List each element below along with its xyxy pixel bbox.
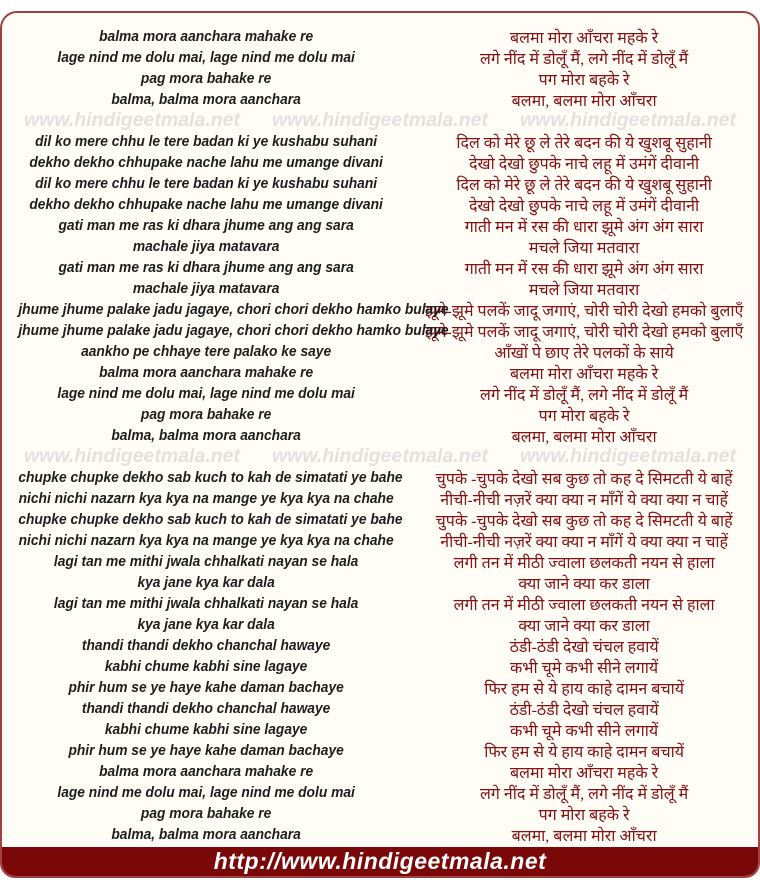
lyric-row xyxy=(2,509,758,530)
watermark-text: www.hindigeetmala.net xyxy=(519,445,736,467)
lyric-row xyxy=(2,761,758,782)
lyric-line-en: kabhi chume kabhi sine lagaye xyxy=(104,658,308,675)
lyric-line-en: nichi nichi nazarn kya kya na mange ye kya kya na chahe xyxy=(18,490,394,507)
lyric-line-hi: मचले जिया मतवारा xyxy=(528,281,640,299)
lyric-line-en: balma mora aanchara mahake re xyxy=(99,364,314,381)
lyric-line-en: pag mora bahake re xyxy=(140,70,272,87)
lyric-line-hi: लगी तन में मीठी ज्वाला छलकती नयन से हाला xyxy=(453,554,715,572)
lyric-line-hi: बलमा मोरा आँचरा महके रे xyxy=(510,365,659,383)
lyric-line-en: phir hum se ye haye kahe daman bachaye xyxy=(68,742,344,759)
watermark-text: www.hindigeetmala.net xyxy=(24,109,240,131)
lyric-line-en: lage nind me dolu mai, lage nind me dolu mai xyxy=(57,49,355,66)
lyric-row xyxy=(2,236,758,257)
lyric-line-hi: ठंडी-ठंडी देखो चंचल हवायें xyxy=(509,638,659,656)
lyric-row xyxy=(2,26,758,47)
lyric-line-hi: पग मोरा बहके रे xyxy=(538,806,630,824)
lyric-line-en: phir hum se ye haye kahe daman bachaye xyxy=(68,679,344,696)
lyric-line-hi: फिर हम से ये हाय काहे दामन बचायें xyxy=(484,743,685,761)
lyric-line-en: kya jane kya kar dala xyxy=(137,616,275,633)
lyric-line-hi: कभी चूमे कभी सीने लगायें xyxy=(510,659,659,677)
lyric-line-en: lagi tan me mithi jwala chhalkati nayan se hala xyxy=(53,553,359,570)
lyric-line-en: pag mora bahake re xyxy=(140,406,272,423)
lyric-line-en: dil ko mere chhu le tere badan ki ye kushabu suhani xyxy=(35,133,378,150)
lyric-line-en: balma mora aanchara mahake re xyxy=(99,763,314,780)
lyric-line-en: balma, balma mora aanchara xyxy=(111,427,301,444)
lyric-line-hi: दिल को मेरे छू ले तेरे बदन की ये खुशबू सुहानी xyxy=(456,176,712,194)
lyric-line-en: balma, balma mora aanchara xyxy=(111,91,301,108)
watermark-row xyxy=(2,446,758,467)
lyric-row xyxy=(2,467,758,488)
lyric-line-en: chupke chupke dekho sab kuch to kah de simatati ye bahe xyxy=(18,469,403,486)
lyric-line-hi: बलमा मोरा आँचरा महके रे xyxy=(510,764,659,782)
lyric-line-hi: बलमा, बलमा मोरा आँचरा xyxy=(511,827,657,845)
lyric-line-en: lage nind me dolu mai, lage nind me dolu mai xyxy=(57,784,355,801)
lyric-line-hi: लगे नींद में डोलूँ मैं, लगे नींद में डोलूँ मैं xyxy=(480,50,689,68)
lyric-row xyxy=(2,719,758,740)
lyric-row xyxy=(2,740,758,761)
lyric-line-en: dil ko mere chhu le tere badan ki ye kushabu suhani xyxy=(35,175,378,192)
lyric-line-hi: गाती मन में रस की धारा झूमे अंग अंग सारा xyxy=(464,218,704,236)
lyric-line-hi: मचले जिया मतवारा xyxy=(528,239,640,257)
lyric-row xyxy=(2,362,758,383)
lyric-line-hi: ठंडी-ठंडी देखो चंचल हवायें xyxy=(509,701,659,719)
lyric-line-en: aankho pe chhaye tere palako ke saye xyxy=(81,343,332,360)
lyric-row xyxy=(2,593,758,614)
lyric-row xyxy=(2,341,758,362)
lyrics-list xyxy=(2,13,758,845)
lyric-line-en: machale jiya matavara xyxy=(132,238,280,255)
watermark-text: www.hindigeetmala.net xyxy=(519,109,736,131)
lyric-row xyxy=(2,698,758,719)
lyric-row xyxy=(2,68,758,89)
lyric-row xyxy=(2,677,758,698)
lyric-line-en: pag mora bahake re xyxy=(140,805,272,822)
lyric-line-hi: लगी तन में मीठी ज्वाला छलकती नयन से हाला xyxy=(453,596,715,614)
footer-site-link[interactable]: http://www.hindigeetmala.net xyxy=(213,848,547,874)
lyric-row xyxy=(2,320,758,341)
lyric-line-en: thandi thandi dekho chanchal hawaye xyxy=(81,637,331,654)
watermark-row xyxy=(2,110,758,131)
lyric-line-en: gati man me ras ki dhara jhume ang ang sara xyxy=(58,259,354,276)
lyric-line-en: balma, balma mora aanchara xyxy=(111,826,301,843)
lyric-row xyxy=(2,278,758,299)
lyric-row xyxy=(2,404,758,425)
lyric-line-hi: क्या जाने क्या कर डाला xyxy=(518,617,650,635)
lyric-line-en: lage nind me dolu mai, lage nind me dolu mai xyxy=(57,385,355,402)
watermark-text: www.hindigeetmala.net xyxy=(272,445,488,467)
lyric-line-hi: झूमे-झूमे पलकें जादू जगाएं, चोरी चोरी देखो हमको बुलाएँ xyxy=(424,323,744,341)
lyric-row xyxy=(2,173,758,194)
lyric-line-hi: बलमा मोरा आँचरा महके रे xyxy=(510,29,659,47)
lyric-row xyxy=(2,425,758,446)
lyric-line-en: kabhi chume kabhi sine lagaye xyxy=(104,721,308,738)
lyric-row xyxy=(2,194,758,215)
lyric-row xyxy=(2,89,758,110)
lyrics-sheet xyxy=(0,11,760,878)
lyric-line-hi: देखो देखो छुपके नाचे लहू में उमंगें दीवानी xyxy=(469,155,700,173)
lyric-line-hi: क्या जाने क्या कर डाला xyxy=(518,575,650,593)
lyric-line-hi: नीची-नीची नज़रें क्या क्या न माँगें ये क्या क्या न चाहें xyxy=(440,533,728,551)
lyric-row xyxy=(2,383,758,404)
lyric-line-hi: पग मोरा बहके रे xyxy=(538,407,630,425)
lyric-line-en: thandi thandi dekho chanchal hawaye xyxy=(81,700,331,717)
lyric-line-hi: बलमा, बलमा मोरा आँचरा xyxy=(511,428,657,446)
footer-bar xyxy=(2,847,758,876)
lyric-line-en: lagi tan me mithi jwala chhalkati nayan se hala xyxy=(53,595,359,612)
lyric-line-hi: लगे नींद में डोलूँ मैं, लगे नींद में डोलूँ मैं xyxy=(480,785,689,803)
lyric-row xyxy=(2,635,758,656)
lyric-line-hi: चुपके -चुपके देखो सब कुछ तो कह दे सिमटती ये बाहें xyxy=(435,512,733,530)
lyric-row xyxy=(2,803,758,824)
lyric-row xyxy=(2,656,758,677)
lyric-line-en: jhume jhume palake jadu jagaye, chori chori dekho hamko bulaye xyxy=(18,322,449,339)
lyric-line-en: chupke chupke dekho sab kuch to kah de simatati ye bahe xyxy=(18,511,403,528)
lyric-line-en: nichi nichi nazarn kya kya na mange ye kya kya na chahe xyxy=(18,532,394,549)
lyric-row xyxy=(2,530,758,551)
watermark-text: www.hindigeetmala.net xyxy=(272,109,488,131)
lyric-line-hi: फिर हम से ये हाय काहे दामन बचायें xyxy=(484,680,685,698)
lyric-row xyxy=(2,572,758,593)
lyric-row xyxy=(2,551,758,572)
lyric-line-hi: बलमा, बलमा मोरा आँचरा xyxy=(511,92,657,110)
lyric-line-en: gati man me ras ki dhara jhume ang ang sara xyxy=(58,217,354,234)
lyric-row xyxy=(2,257,758,278)
lyric-line-hi: दिल को मेरे छू ले तेरे बदन की ये खुशबू सुहानी xyxy=(456,134,712,152)
lyric-line-hi: कभी चूमे कभी सीने लगायें xyxy=(510,722,659,740)
lyric-row xyxy=(2,152,758,173)
lyric-line-en: dekho dekho chhupake nache lahu me umange divani xyxy=(29,154,383,171)
lyric-row xyxy=(2,824,758,845)
lyric-line-hi: नीची-नीची नज़रें क्या क्या न माँगें ये क्या क्या न चाहें xyxy=(440,491,728,509)
lyric-line-en: balma mora aanchara mahake re xyxy=(99,28,314,45)
lyric-row xyxy=(2,215,758,236)
lyric-line-hi: पग मोरा बहके रे xyxy=(538,71,630,89)
watermark-text: www.hindigeetmala.net xyxy=(24,445,240,467)
lyric-line-en: kya jane kya kar dala xyxy=(137,574,275,591)
lyric-line-en: dekho dekho chhupake nache lahu me umange divani xyxy=(29,196,383,213)
lyric-row xyxy=(2,782,758,803)
lyric-row xyxy=(2,299,758,320)
lyric-line-en: jhume jhume palake jadu jagaye, chori chori dekho hamko bulaye xyxy=(18,301,449,318)
lyric-row xyxy=(2,614,758,635)
lyric-line-hi: चुपके -चुपके देखो सब कुछ तो कह दे सिमटती ये बाहें xyxy=(435,470,733,488)
lyric-row xyxy=(2,47,758,68)
lyric-line-hi: देखो देखो छुपके नाचे लहू में उमंगें दीवानी xyxy=(469,197,700,215)
lyric-row xyxy=(2,131,758,152)
lyric-line-en: machale jiya matavara xyxy=(132,280,280,297)
lyric-line-hi: झूमे-झूमे पलकें जादू जगाएं, चोरी चोरी देखो हमको बुलाएँ xyxy=(424,302,744,320)
lyric-line-hi: लगे नींद में डोलूँ मैं, लगे नींद में डोलूँ मैं xyxy=(480,386,689,404)
lyric-line-hi: आँखों पे छाए तेरे पलकों के साये xyxy=(494,344,674,362)
lyric-line-hi: गाती मन में रस की धारा झूमे अंग अंग सारा xyxy=(464,260,704,278)
lyric-row xyxy=(2,488,758,509)
